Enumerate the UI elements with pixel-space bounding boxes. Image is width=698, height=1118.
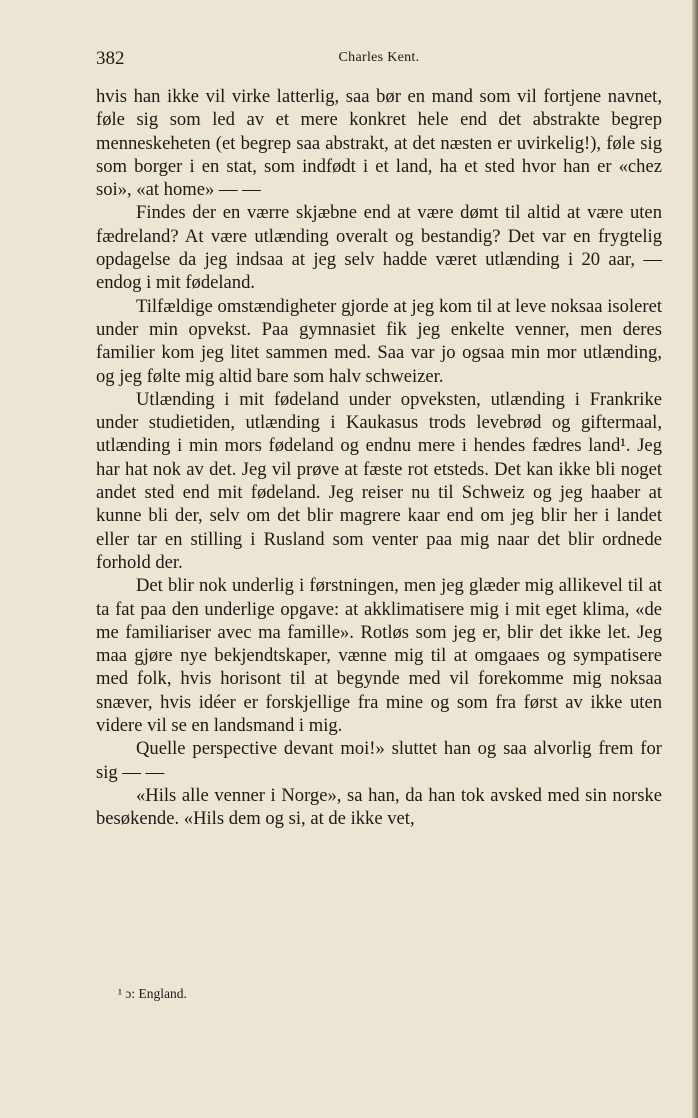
paragraph: Utlænding i mit fødeland under opveksten, utlænding i Frankrike under studietiden, utlænding i Kaukasus trods levebrød og giftermaal, utlænding i min mors fødeland og endnu mere i hendes fædres land¹. Jeg har hat nok av det. Jeg vil prøve at fæste rot etsteds. Det kan ikke bli noget andet sted end mit fødeland. Jeg reiser nu til Schweiz og jeg haaber at kunne bli der, selv om det blir magrere kaar end om jeg blir her i landet eller tar en stilling i Rusland som venter paa mig naar det blir ordnede forhold der. (96, 388, 662, 573)
paragraph: Tilfældige omstændigheter gjorde at jeg kom til at leve noksaa isoleret under min opvekst. Paa gymnasiet fik jeg enkelte venner, men deres familier kom jeg litet sammen med. Saa var jo ogsaa min mor utlænding, og jeg følte mig altid bare som halv schweizer. (96, 295, 662, 387)
paragraph: Findes der en værre skjæbne end at være dømt til altid at være uten fædreland? At være utlænding overalt og bestandig? Det var en frygtelig opdagelse da jeg indsaa at jeg selv hadde været utlænding i 20 aar, — endog i mit fødeland. (96, 202, 662, 294)
paragraph: Det blir nok underlig i førstningen, men jeg glæder mig allikevel til at ta fat paa den underlige opgave: at akklimatisere mig i mit eget klima, «de me familiariser avec ma famille». Rotløs som jeg er, blir det ikke let. Jeg maa gjøre nye bekjendtskaper, vænne mig til at omgaaes og sympatisere med folk, hvis horisont til at begynde med vil forekomme mig noksaa snæver, hvis idéer er forskjellige fra mine og som fra først av ikke uten videre vil se en landsmand i mig. (96, 575, 662, 737)
page-number: 382 (96, 48, 125, 69)
paragraph: Quelle perspective devant moi!» sluttet han og saa alvorlig frem for sig — — (96, 738, 662, 783)
page-header (96, 48, 662, 72)
paragraph: «Hils alle venner i Norge», sa han, da han tok avsked med sin norske besøkende. «Hils dem og si, at de ikke vet, (96, 784, 662, 830)
paragraph: hvis han ikke vil virke latterlig, saa bør en mand som vil fortjene navnet, føle sig som led av et mere konkret hele end det abstrakte begrep menneskeheten (et begrep saa abstrakt, at det næsten er uvirkelig!), føle sig som borger i en stat, som indfødt i et land, ha et sted hvor han er «chez soi», «at home» — — (96, 86, 662, 201)
running-head: Charles Kent. (338, 50, 420, 65)
body-text (96, 85, 662, 831)
page-edge-shadow (692, 0, 698, 1118)
footnote: ¹ ɔ: England. (118, 986, 187, 1001)
